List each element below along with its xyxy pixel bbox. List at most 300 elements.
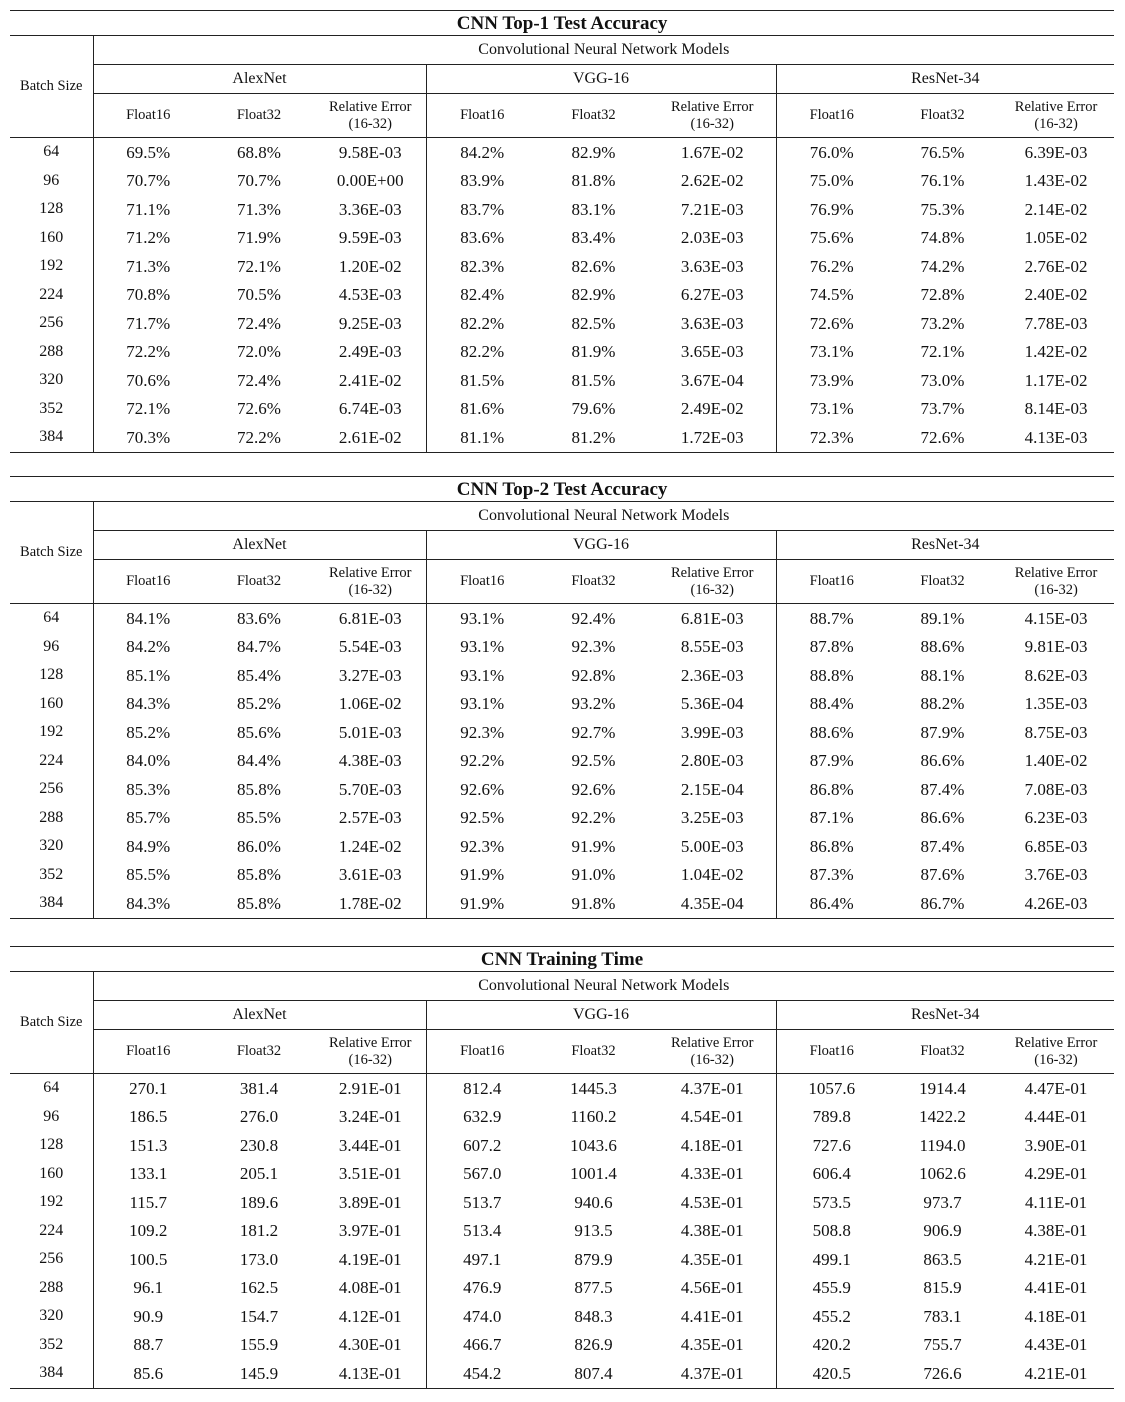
- value-cell: 4.21E-01: [1024, 1249, 1088, 1269]
- value-cell: 7.21E-03: [649, 195, 776, 224]
- value-cell: 86.8%: [809, 779, 854, 799]
- value-cell: 86.7%: [887, 889, 998, 918]
- value-cell: 88.6%: [809, 722, 854, 742]
- value-cell: 4.41E-01: [1024, 1278, 1088, 1298]
- value-cell: 3.67E-04: [649, 366, 776, 395]
- value-cell: 100.5: [129, 1249, 168, 1269]
- sub-header-float16: Float16: [426, 1030, 538, 1074]
- value-cell: 70.3%: [93, 423, 203, 452]
- models-header: Convolutional Neural Network Models: [93, 502, 1114, 531]
- batch-size-cell: 256: [10, 775, 93, 804]
- table-row: [10, 775, 1114, 804]
- value-cell: 4.18E-01: [649, 1131, 776, 1160]
- value-cell: 83.1%: [571, 199, 616, 219]
- value-cell: 85.5%: [237, 808, 281, 828]
- title-row: [10, 477, 1114, 502]
- value-cell: 3.24E-01: [315, 1103, 426, 1132]
- value-cell: 88.1%: [920, 665, 965, 685]
- value-cell: 72.3%: [776, 423, 887, 452]
- batch-size-cell: 288: [10, 1274, 93, 1303]
- value-cell: 96.1: [133, 1278, 164, 1298]
- value-cell: 5.36E-04: [649, 690, 776, 719]
- data-table: [10, 10, 1114, 453]
- value-cell: 3.51E-01: [315, 1160, 426, 1189]
- value-cell: 455.2: [812, 1306, 851, 1326]
- rel-error-label: Relative Error: [1014, 1034, 1098, 1051]
- value-cell: 1.43E-02: [1024, 171, 1088, 191]
- table-title: CNN Training Time: [10, 947, 1114, 972]
- value-cell: 1422.2: [919, 1107, 966, 1127]
- table-row: [10, 309, 1114, 338]
- models-header-row: [10, 36, 1114, 65]
- sub-header-float32: Float32: [203, 1030, 315, 1074]
- batch-size-cell: 320: [10, 1302, 93, 1331]
- value-cell: 76.9%: [809, 199, 854, 219]
- value-cell: 1057.6: [808, 1078, 856, 1098]
- value-cell: 4.38E-03: [315, 747, 426, 776]
- value-cell: 4.15E-03: [1024, 608, 1088, 628]
- value-cell: 3.65E-03: [649, 338, 776, 367]
- table-row: [10, 832, 1114, 861]
- value-cell: 76.2%: [809, 256, 854, 276]
- value-cell: 86.6%: [920, 808, 965, 828]
- value-cell: 4.21E-01: [998, 1359, 1114, 1388]
- batch-size-cell: 192: [10, 718, 93, 747]
- table-row: [10, 1302, 1114, 1331]
- batch-size-cell: 384: [10, 423, 93, 452]
- value-cell: 8.55E-03: [649, 633, 776, 662]
- model-name: AlexNet: [93, 65, 426, 94]
- model-name: AlexNet: [93, 1001, 426, 1030]
- value-cell: 75.6%: [809, 228, 854, 248]
- models-header-row: [10, 502, 1114, 531]
- value-cell: 93.1%: [460, 665, 505, 685]
- value-cell: 93.1%: [460, 637, 505, 657]
- table-row: [10, 338, 1114, 367]
- sub-header-relative-error: [998, 560, 1114, 604]
- value-cell: 0.00E+00: [315, 167, 426, 196]
- value-cell: 88.4%: [809, 694, 854, 714]
- model-names-row: [10, 65, 1114, 94]
- value-cell: 154.7: [239, 1306, 279, 1326]
- value-cell: 115.7: [129, 1192, 168, 1212]
- table-row: [10, 138, 1114, 167]
- value-cell: 848.3: [574, 1306, 613, 1326]
- value-cell: 75.3%: [920, 199, 965, 219]
- value-cell: 76.0%: [809, 142, 854, 162]
- value-cell: 81.5%: [460, 370, 505, 390]
- batch-size-cell: 128: [10, 1131, 93, 1160]
- value-cell: 1.72E-03: [649, 423, 776, 452]
- table-row: [10, 633, 1114, 662]
- value-cell: 420.5: [776, 1359, 887, 1388]
- value-cell: 88.8%: [809, 665, 854, 685]
- value-cell: 1.40E-02: [1024, 751, 1088, 771]
- value-cell: 84.2%: [126, 637, 171, 657]
- sub-header-float16: Float16: [776, 1030, 887, 1074]
- value-cell: 1062.6: [919, 1164, 966, 1184]
- batch-size-cell: 96: [10, 167, 93, 196]
- value-cell: 4.35E-04: [649, 889, 776, 918]
- value-cell: 85.4%: [237, 665, 281, 685]
- value-cell: 72.4%: [237, 313, 281, 333]
- table-row: [10, 1359, 1114, 1388]
- batch-size-cell: 96: [10, 1103, 93, 1132]
- value-cell: 93.1%: [460, 694, 505, 714]
- table-row: [10, 1131, 1114, 1160]
- value-cell: 72.6%: [887, 423, 998, 452]
- value-cell: 92.5%: [460, 808, 505, 828]
- table-title: CNN Top-1 Test Accuracy: [10, 11, 1114, 36]
- table-row: [10, 1331, 1114, 1360]
- value-cell: 71.3%: [126, 256, 171, 276]
- sub-header-float32: Float32: [538, 560, 649, 604]
- value-cell: 6.74E-03: [315, 395, 426, 424]
- value-cell: 91.9%: [426, 889, 538, 918]
- value-cell: 499.1: [812, 1249, 851, 1269]
- value-cell: 71.2%: [126, 228, 171, 248]
- value-cell: 789.8: [812, 1107, 851, 1127]
- sub-header-float32: Float32: [538, 1030, 649, 1074]
- value-cell: 82.2%: [460, 313, 505, 333]
- value-cell: 877.5: [574, 1278, 613, 1298]
- value-cell: 5.54E-03: [315, 633, 426, 662]
- value-cell: 83.4%: [571, 228, 616, 248]
- value-cell: 8.14E-03: [1024, 399, 1088, 419]
- value-cell: 3.63E-03: [649, 252, 776, 281]
- value-cell: 85.8%: [237, 779, 281, 799]
- value-cell: 4.38E-01: [1024, 1221, 1088, 1241]
- value-cell: 87.6%: [920, 865, 965, 885]
- value-cell: 3.90E-01: [1024, 1135, 1088, 1155]
- value-cell: 73.1%: [809, 399, 854, 419]
- batch-size-cell: 352: [10, 861, 93, 890]
- model-name: VGG-16: [426, 65, 776, 94]
- batch-size-header: Batch Size: [10, 502, 93, 604]
- value-cell: 2.03E-03: [649, 224, 776, 253]
- value-cell: 2.62E-02: [649, 167, 776, 196]
- value-cell: 4.35E-01: [649, 1245, 776, 1274]
- value-cell: 86.6%: [920, 751, 965, 771]
- value-cell: 87.4%: [920, 836, 965, 856]
- sub-header-row: [10, 560, 1114, 604]
- value-cell: 913.5: [574, 1221, 613, 1241]
- batch-size-cell: 64: [10, 138, 93, 167]
- value-cell: 87.1%: [809, 808, 854, 828]
- value-cell: 92.2%: [571, 808, 616, 828]
- value-cell: 8.75E-03: [1024, 722, 1088, 742]
- value-cell: 607.2: [463, 1135, 502, 1155]
- value-cell: 863.5: [923, 1249, 962, 1269]
- value-cell: 70.7%: [126, 171, 171, 191]
- value-cell: 83.9%: [460, 171, 505, 191]
- value-cell: 70.6%: [126, 370, 171, 390]
- model-name: AlexNet: [93, 531, 426, 560]
- value-cell: 9.25E-03: [315, 309, 426, 338]
- title-row: [10, 11, 1114, 36]
- value-cell: 82.4%: [460, 285, 505, 305]
- sub-header-float32: Float32: [887, 94, 998, 138]
- value-cell: 73.9%: [809, 370, 854, 390]
- value-cell: 91.9%: [571, 836, 616, 856]
- value-cell: 4.43E-01: [1024, 1335, 1088, 1355]
- value-cell: 86.4%: [776, 889, 887, 918]
- value-cell: 82.6%: [571, 256, 616, 276]
- value-cell: 3.99E-03: [649, 718, 776, 747]
- batch-size-cell: 320: [10, 366, 93, 395]
- batch-size-header: Batch Size: [10, 972, 93, 1074]
- table-row: [10, 604, 1114, 633]
- value-cell: 4.35E-01: [649, 1331, 776, 1360]
- value-cell: 92.3%: [571, 637, 616, 657]
- value-cell: 9.58E-03: [315, 138, 426, 167]
- value-cell: 84.3%: [126, 694, 171, 714]
- value-cell: 85.1%: [126, 665, 171, 685]
- batch-size-cell: 224: [10, 281, 93, 310]
- value-cell: 72.6%: [237, 399, 281, 419]
- value-cell: 1.05E-02: [1024, 228, 1088, 248]
- value-cell: 85.7%: [126, 808, 171, 828]
- value-cell: 1.24E-02: [315, 832, 426, 861]
- value-cell: 2.61E-02: [315, 423, 426, 452]
- value-cell: 513.7: [463, 1192, 502, 1212]
- table-row: [10, 804, 1114, 833]
- value-cell: 2.57E-03: [315, 804, 426, 833]
- value-cell: 84.3%: [93, 889, 203, 918]
- value-cell: 81.1%: [426, 423, 538, 452]
- value-cell: 84.9%: [126, 836, 171, 856]
- value-cell: 4.12E-01: [315, 1302, 426, 1331]
- value-cell: 92.7%: [571, 722, 616, 742]
- table-row: [10, 690, 1114, 719]
- value-cell: 2.14E-02: [1024, 199, 1088, 219]
- value-cell: 205.1: [239, 1164, 279, 1184]
- value-cell: 1160.2: [570, 1107, 617, 1127]
- model-name: ResNet-34: [776, 531, 1114, 560]
- batch-size-cell: 288: [10, 338, 93, 367]
- value-cell: 2.40E-02: [1024, 285, 1088, 305]
- value-cell: 4.11E-01: [1024, 1192, 1088, 1212]
- sub-header-relative-error: [315, 560, 426, 604]
- value-cell: 8.62E-03: [1024, 665, 1088, 685]
- value-cell: 1.42E-02: [1024, 342, 1088, 362]
- table-title: CNN Top-2 Test Accuracy: [10, 477, 1114, 502]
- value-cell: 973.7: [923, 1192, 962, 1212]
- value-cell: 71.9%: [237, 228, 281, 248]
- value-cell: 92.6%: [460, 779, 505, 799]
- value-cell: 1043.6: [570, 1135, 617, 1155]
- table-row: [10, 224, 1114, 253]
- value-cell: 420.2: [812, 1335, 851, 1355]
- value-cell: 83.6%: [237, 608, 281, 628]
- value-cell: 85.6: [93, 1359, 203, 1388]
- rel-error-suffix: (16-32): [348, 115, 392, 132]
- models-header-row: [10, 972, 1114, 1001]
- sub-header-relative-error: [315, 94, 426, 138]
- batch-size-cell: 160: [10, 224, 93, 253]
- rel-error-suffix: (16-32): [690, 115, 734, 132]
- rel-error-label: Relative Error: [1014, 564, 1098, 581]
- rel-error-label: Relative Error: [1014, 98, 1098, 115]
- sub-header-float32: Float32: [538, 94, 649, 138]
- value-cell: 76.5%: [920, 142, 965, 162]
- value-cell: 5.00E-03: [649, 832, 776, 861]
- value-cell: 71.1%: [126, 199, 171, 219]
- batch-size-cell: 256: [10, 1245, 93, 1274]
- batch-size-cell: 160: [10, 1160, 93, 1189]
- value-cell: 906.9: [923, 1221, 962, 1241]
- value-cell: 3.27E-03: [315, 661, 426, 690]
- sub-header-relative-error: [998, 1030, 1114, 1074]
- value-cell: 3.61E-03: [315, 861, 426, 890]
- value-cell: 73.0%: [920, 370, 965, 390]
- value-cell: 81.5%: [571, 370, 616, 390]
- value-cell: 2.41E-02: [315, 366, 426, 395]
- value-cell: 69.5%: [126, 142, 171, 162]
- table-row: [10, 718, 1114, 747]
- rel-error-suffix: (16-32): [348, 581, 392, 598]
- value-cell: 230.8: [239, 1135, 279, 1155]
- value-cell: 3.97E-01: [315, 1217, 426, 1246]
- value-cell: 1.78E-02: [315, 889, 426, 918]
- sub-header-relative-error: [649, 94, 776, 138]
- value-cell: 72.6%: [809, 313, 854, 333]
- value-cell: 90.9: [133, 1306, 164, 1326]
- value-cell: 76.1%: [920, 171, 965, 191]
- sub-header-float16: Float16: [93, 560, 203, 604]
- value-cell: 455.9: [812, 1278, 851, 1298]
- value-cell: 74.2%: [920, 256, 965, 276]
- table-row: [10, 167, 1114, 196]
- value-cell: 4.53E-01: [649, 1188, 776, 1217]
- value-cell: 86.8%: [809, 836, 854, 856]
- value-cell: 513.4: [463, 1221, 502, 1241]
- table-row: [10, 423, 1114, 452]
- sub-header-row: [10, 1030, 1114, 1074]
- sub-header-float16: Float16: [93, 1030, 203, 1074]
- value-cell: 1445.3: [570, 1078, 617, 1098]
- value-cell: 1.04E-02: [649, 861, 776, 890]
- value-cell: 92.8%: [571, 665, 616, 685]
- value-cell: 940.6: [574, 1192, 613, 1212]
- model-names-row: [10, 531, 1114, 560]
- value-cell: 84.1%: [126, 608, 171, 628]
- value-cell: 4.53E-03: [315, 281, 426, 310]
- value-cell: 879.9: [574, 1249, 613, 1269]
- value-cell: 1.06E-02: [315, 690, 426, 719]
- value-cell: 381.4: [239, 1078, 279, 1098]
- sub-header-relative-error: [998, 94, 1114, 138]
- batch-size-cell: 64: [10, 604, 93, 633]
- batch-size-cell: 128: [10, 195, 93, 224]
- value-cell: 755.7: [923, 1335, 962, 1355]
- batch-size-cell: 384: [10, 1359, 93, 1388]
- batch-size-cell: 288: [10, 804, 93, 833]
- rel-error-suffix: (16-32): [1034, 1051, 1078, 1068]
- value-cell: 88.2%: [920, 694, 965, 714]
- table-row: [10, 861, 1114, 890]
- sub-header-float16: Float16: [776, 94, 887, 138]
- table-row: [10, 1160, 1114, 1189]
- value-cell: 79.6%: [571, 399, 616, 419]
- value-cell: 186.5: [129, 1107, 168, 1127]
- value-cell: 783.1: [923, 1306, 962, 1326]
- value-cell: 454.2: [426, 1359, 538, 1388]
- value-cell: 4.41E-01: [649, 1302, 776, 1331]
- value-cell: 2.49E-02: [649, 395, 776, 424]
- value-cell: 466.7: [463, 1335, 502, 1355]
- models-header: Convolutional Neural Network Models: [93, 972, 1114, 1001]
- value-cell: 9.59E-03: [315, 224, 426, 253]
- value-cell: 87.8%: [809, 637, 854, 657]
- rel-error-label: Relative Error: [328, 98, 412, 115]
- sub-header-float32: Float32: [203, 94, 315, 138]
- table-row: [10, 366, 1114, 395]
- table-row: [10, 252, 1114, 281]
- value-cell: 83.6%: [460, 228, 505, 248]
- value-cell: 72.1%: [920, 342, 965, 362]
- value-cell: 88.6%: [920, 637, 965, 657]
- sub-header-float32: Float32: [203, 560, 315, 604]
- value-cell: 92.2%: [460, 751, 505, 771]
- data-table: [10, 476, 1114, 919]
- value-cell: 133.1: [129, 1164, 168, 1184]
- rel-error-label: Relative Error: [670, 1034, 754, 1051]
- value-cell: 4.33E-01: [649, 1160, 776, 1189]
- title-row: [10, 947, 1114, 972]
- table-row: [10, 195, 1114, 224]
- value-cell: 2.49E-03: [315, 338, 426, 367]
- rel-error-label: Relative Error: [328, 564, 412, 581]
- value-cell: 72.4%: [237, 370, 281, 390]
- value-cell: 812.4: [463, 1078, 502, 1098]
- value-cell: 815.9: [923, 1278, 962, 1298]
- value-cell: 93.2%: [571, 694, 616, 714]
- value-cell: 88.7: [133, 1335, 164, 1355]
- value-cell: 73.7%: [920, 399, 965, 419]
- value-cell: 71.3%: [237, 199, 281, 219]
- value-cell: 2.36E-03: [649, 661, 776, 690]
- value-cell: 4.37E-01: [649, 1074, 776, 1103]
- value-cell: 1194.0: [919, 1135, 966, 1155]
- batch-size-cell: 128: [10, 661, 93, 690]
- value-cell: 4.29E-01: [1024, 1164, 1088, 1184]
- value-cell: 6.23E-03: [1024, 808, 1088, 828]
- value-cell: 72.1%: [237, 256, 281, 276]
- value-cell: 72.2%: [126, 342, 171, 362]
- value-cell: 606.4: [812, 1164, 851, 1184]
- value-cell: 632.9: [463, 1107, 502, 1127]
- value-cell: 72.1%: [126, 399, 171, 419]
- value-cell: 4.44E-01: [1024, 1107, 1088, 1127]
- value-cell: 162.5: [239, 1278, 279, 1298]
- value-cell: 9.81E-03: [1024, 637, 1088, 657]
- value-cell: 6.81E-03: [649, 604, 776, 633]
- value-cell: 85.8%: [237, 865, 281, 885]
- value-cell: 6.81E-03: [315, 604, 426, 633]
- value-cell: 6.85E-03: [1024, 836, 1088, 856]
- value-cell: 189.6: [239, 1192, 279, 1212]
- value-cell: 81.6%: [460, 399, 505, 419]
- rel-error-suffix: (16-32): [690, 1051, 734, 1068]
- rel-error-label: Relative Error: [328, 1034, 412, 1051]
- value-cell: 82.2%: [460, 342, 505, 362]
- value-cell: 4.47E-01: [1024, 1078, 1088, 1098]
- value-cell: 5.70E-03: [315, 775, 426, 804]
- value-cell: 6.27E-03: [649, 281, 776, 310]
- sub-header-float32: Float32: [887, 1030, 998, 1074]
- value-cell: 72.0%: [237, 342, 281, 362]
